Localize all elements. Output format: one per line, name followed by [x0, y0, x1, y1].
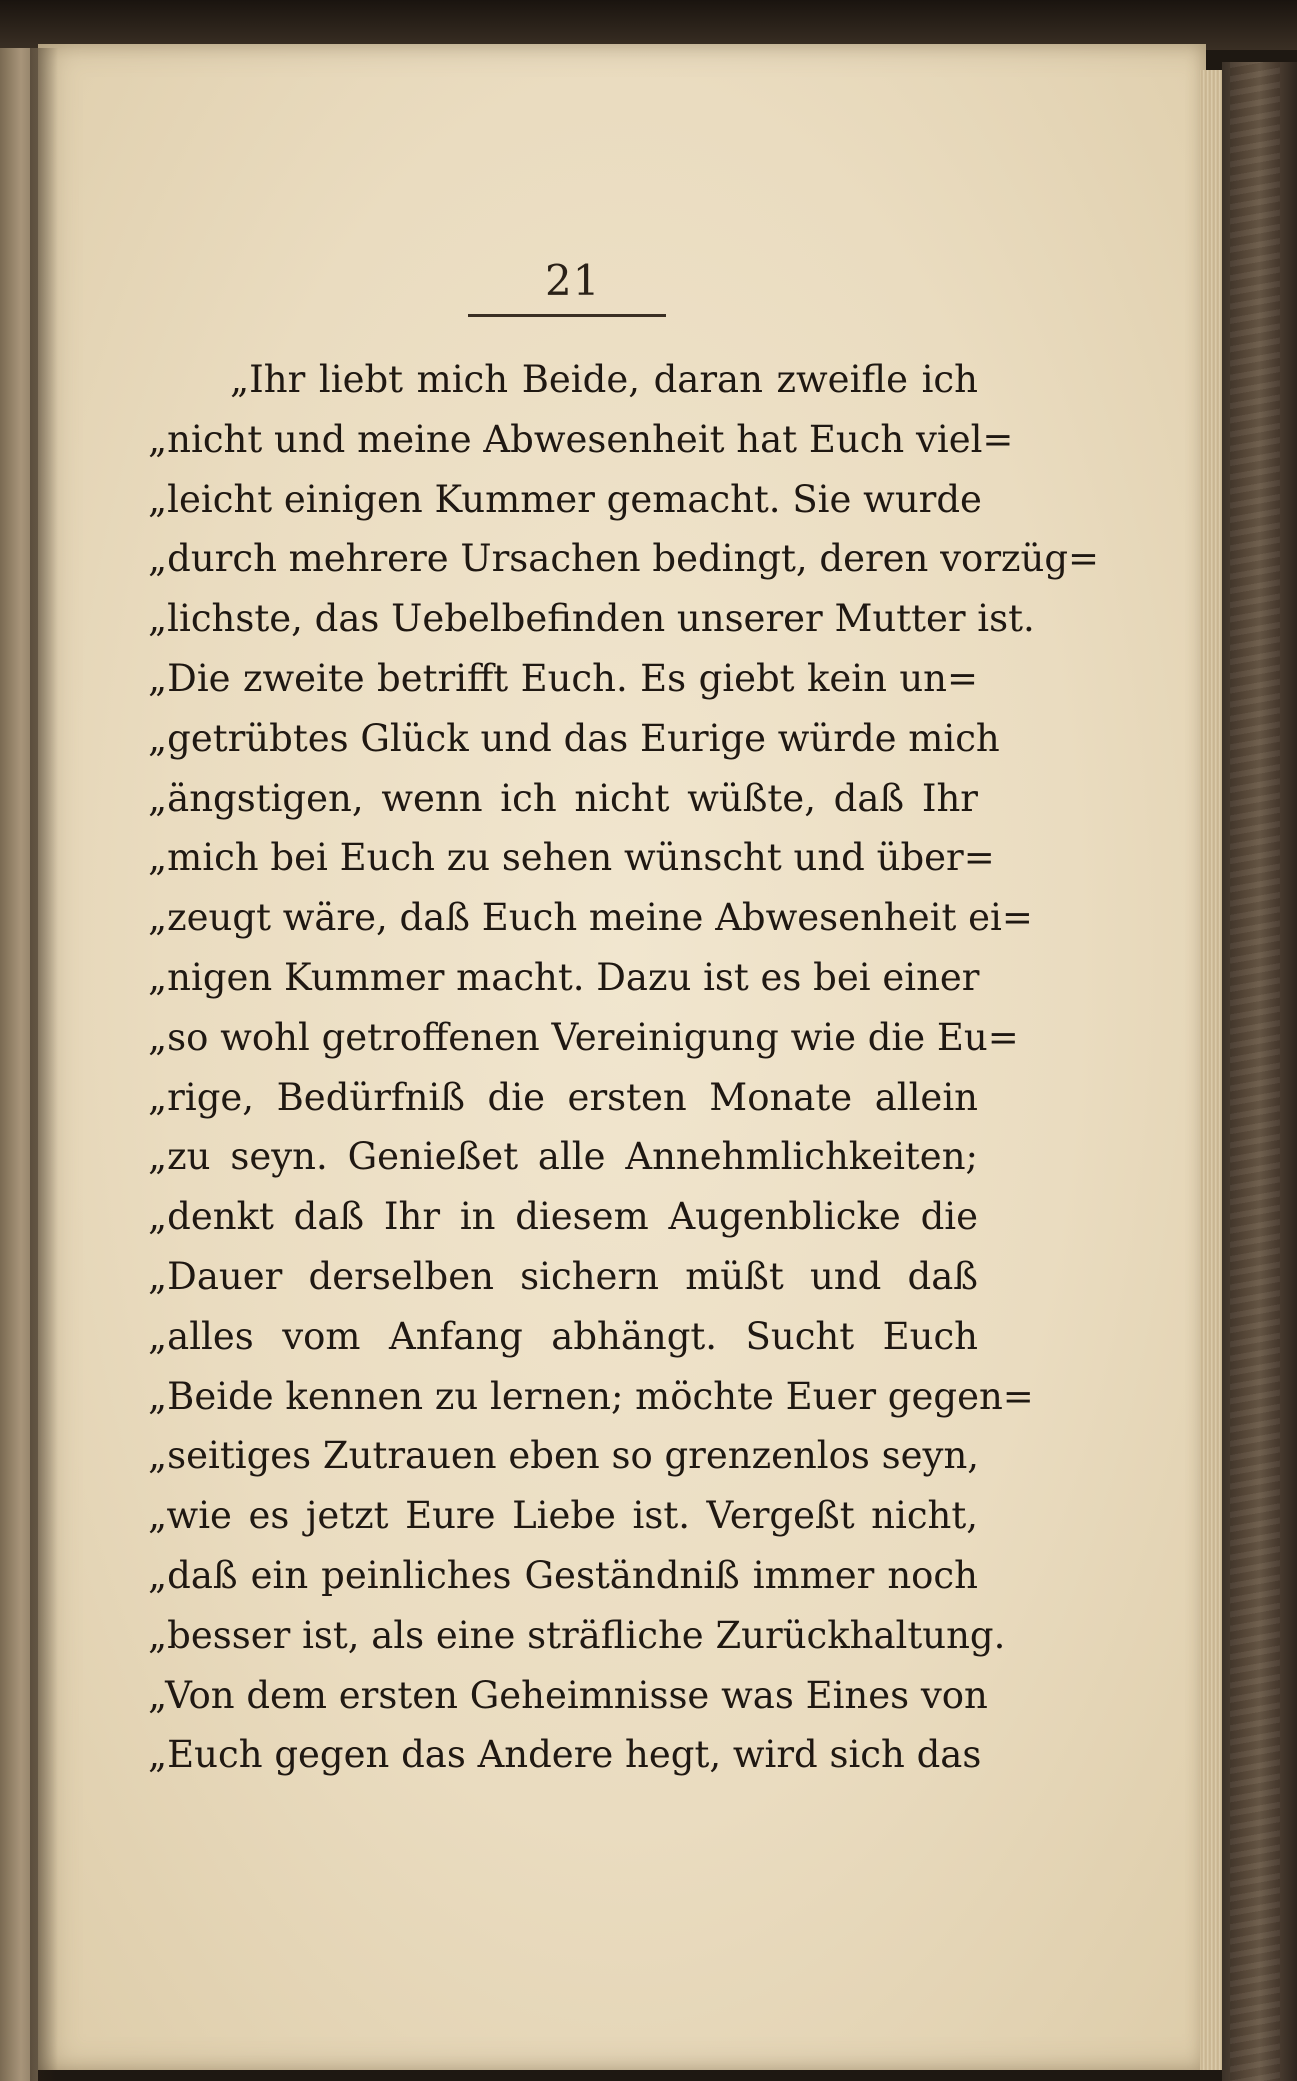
text-line: „ängstigen, wenn ich nicht wüßte, daß Ihr — [148, 776, 978, 820]
text-line: „getrübtes Glück und das Eurige würde mich — [148, 716, 1000, 760]
text-line: „seitiges Zutrauen eben so grenzenlos seyn, — [148, 1434, 980, 1478]
top-edge — [0, 0, 1297, 50]
body-text — [148, 350, 1100, 1785]
text-line: „Von dem ersten Geheimnisse was Eines von — [148, 1673, 988, 1717]
cover-board — [1222, 62, 1297, 2081]
text-line: „Dauer derselben sichern müßt und daß — [148, 1254, 978, 1298]
text-line: „Die zweite betrifft Euch. Es giebt kein un= — [148, 656, 978, 700]
text-line: „wie es jetzt Eure Liebe ist. Vergeßt nicht, — [148, 1494, 978, 1538]
page-stack-edge — [1200, 70, 1224, 2070]
text-line: „Ihr liebt mich Beide, daran zweifle ich — [230, 358, 978, 401]
text-line: „rige, Bedürfniß die ersten Monate allein — [148, 1075, 978, 1119]
text-line: „Euch gegen das Andere hegt, wird sich das — [148, 1733, 982, 1777]
text-line: „alles vom Anfang abhängt. Sucht Euch — [148, 1314, 978, 1358]
text-line: „zu seyn. Genießet alle Annehmlichkeiten; — [148, 1135, 978, 1179]
text-line: „lichste, das Uebelbefinden unserer Mutter ist. — [148, 597, 1035, 641]
text-line: „nigen Kummer macht. Dazu ist es bei einer — [148, 955, 980, 999]
text-line: „leicht einigen Kummer gemacht. Sie wurde — [148, 477, 982, 521]
text-line: „mich bei Euch zu sehen wünscht und über= — [148, 836, 995, 880]
text-line: „nicht und meine Abwesenheit hat Euch viel= — [148, 417, 1014, 461]
text-line: „zeugt wäre, daß Euch meine Abwesenheit ei= — [148, 896, 1033, 940]
page-number: 21 — [545, 256, 601, 305]
header-rule — [468, 314, 666, 317]
text-line: „besser ist, als eine sträfliche Zurückhaltung. — [148, 1613, 1006, 1657]
text-line: „durch mehrere Ursachen bedingt, deren vorzüg= — [148, 537, 1100, 581]
text-line: „Beide kennen zu lernen; möchte Euer gegen= — [148, 1374, 1034, 1418]
spine-shadow — [30, 48, 58, 2081]
text-line: „denkt daß Ihr in diesem Augenblicke die — [148, 1195, 978, 1239]
text-line: „daß ein peinliches Geständniß immer noch — [148, 1553, 978, 1597]
text-line: „so wohl getroffenen Vereinigung wie die Eu= — [148, 1015, 1019, 1059]
